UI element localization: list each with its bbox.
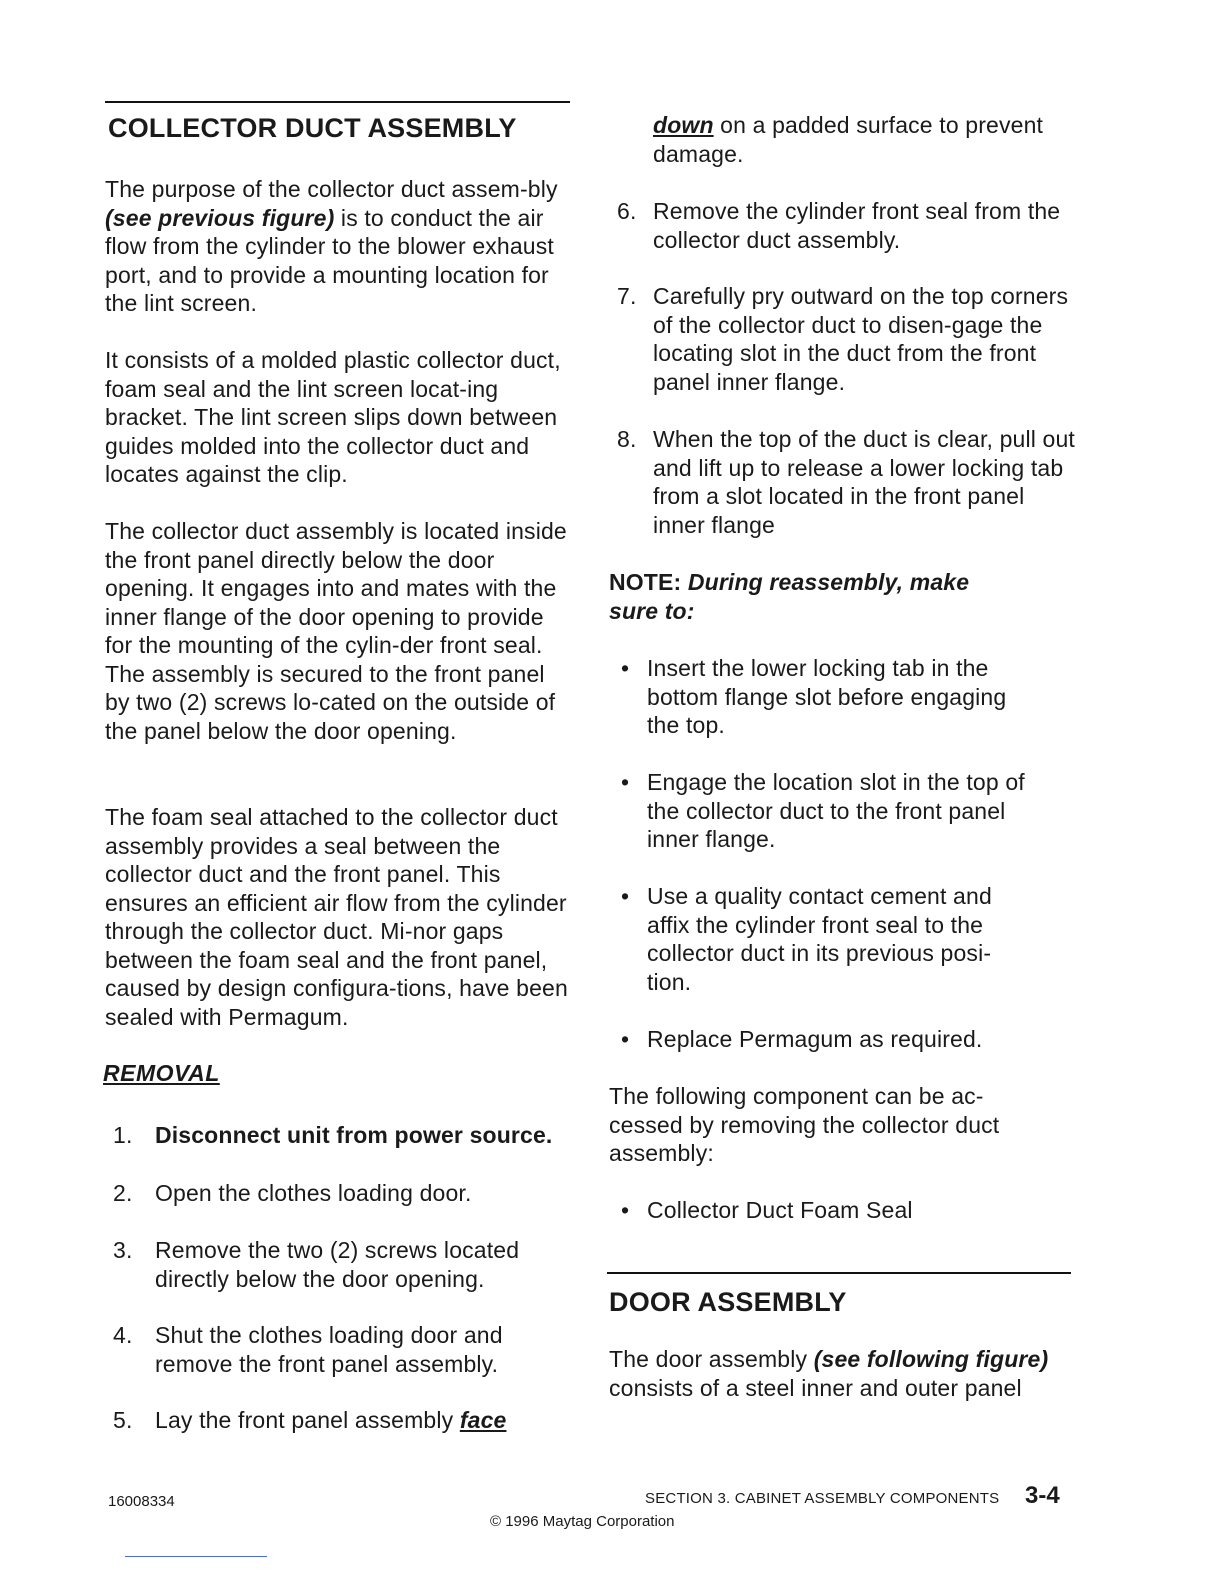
removal-heading: REMOVAL [103,1060,220,1086]
collector-duct-heading: COLLECTOR DUCT ASSEMBLY [108,113,517,143]
component-intro: The following component can be ac-cessed by removing the collector duct assembly: [609,1083,1000,1166]
reassembly-bullet-1: • Insert the lower locking tab in the bottom flange slot before engaging the top. [621,655,1007,738]
step-2: 2. Open the clothes loading door. [113,1180,472,1206]
step-8: 8. When the top of the duct is clear, pull out and lift up to release a lower locking tab from a slot located in the front panel inner flange [617,426,1075,538]
reassembly-bullet-3: • Use a quality contact cement and affix the cylinder front seal to the collector duct in its previous posi-tion. [621,883,992,995]
purpose-paragraph: The purpose of the collector duct assem-bly (see previous figure) is to conduct the air flow from the cylinder to the blower exhaust port, and to provide a mounting location for the lint screen. [105,176,558,316]
page-number: 3-4 [1025,1482,1060,1509]
foam-seal-paragraph: The foam seal attached to the collector duct assembly provides a seal between the collector duct and the front panel. This ensures an efficient air flow from the cylinder through the collector duct. Mi-nor gaps between the foam seal and the front panel, caused by design configura-tions, have been sealed with Permagum. [105,804,568,1030]
reassembly-bullet-2: • Engage the location slot in the top of the collector duct to the front panel inner flange. [621,769,1025,852]
step-7: 7. Carefully pry outward on the top corners of the collector duct to disen-gage the locating slot in the duct from the front panel inner flange. [617,283,1069,395]
note [609,568,999,625]
consists-paragraph: It consists of a molded plastic collector duct, foam seal and the lint screen locat-ing bracket. The lint screen slips down between guides molded into the collector duct and locates against the clip. [105,347,561,487]
step-3: 3. Remove the two (2) screws located directly below the door opening. [113,1237,520,1292]
note-label: NOTE: [609,569,682,595]
section-rule-right [607,1272,1071,1274]
door-assembly-heading: DOOR ASSEMBLY [609,1287,847,1317]
down-emphasis: down [653,112,714,138]
step-5: 5. Lay the front panel assembly face [113,1407,507,1433]
section-rule-left [105,101,570,103]
reassembly-bullet-4: • Replace Permagum as required. [621,1026,983,1052]
figure-reference-door: (see following figure) [813,1346,1049,1372]
copyright: © 1996 Maytag Corporation [490,1513,675,1530]
document-number: 16008334 [108,1493,175,1510]
face-emphasis: face [459,1407,507,1433]
step-1: 1. Disconnect unit from power source. [113,1122,553,1148]
component-bullet: • Collector Duct Foam Seal [621,1197,913,1223]
door-paragraph: The door assembly (see following figure) consists of a steel inner and outer panel [609,1346,1049,1401]
step-4: 4. Shut the clothes loading door and remove the front panel assembly. [113,1322,503,1377]
section-title: SECTION 3. CABINET ASSEMBLY COMPONENTS [645,1490,1000,1507]
decorative-line [125,1556,267,1557]
location-paragraph: The collector duct assembly is located inside the front panel directly below the door opening. It engages into and mates with the inner flange of the door opening to provide for the mounting of the cylin-der front seal. The assembly is secured to the front panel by two (2) screws lo-cated on the outside of the panel below the door opening. [105,518,567,744]
step-6: 6. Remove the cylinder front seal from the collector duct assembly. [617,198,1061,253]
note-text: During reassembly, make sure to: [609,569,970,624]
step-5-continued: down on a padded surface to prevent damage. [653,112,1044,167]
figure-reference: (see previous figure) [105,204,335,231]
